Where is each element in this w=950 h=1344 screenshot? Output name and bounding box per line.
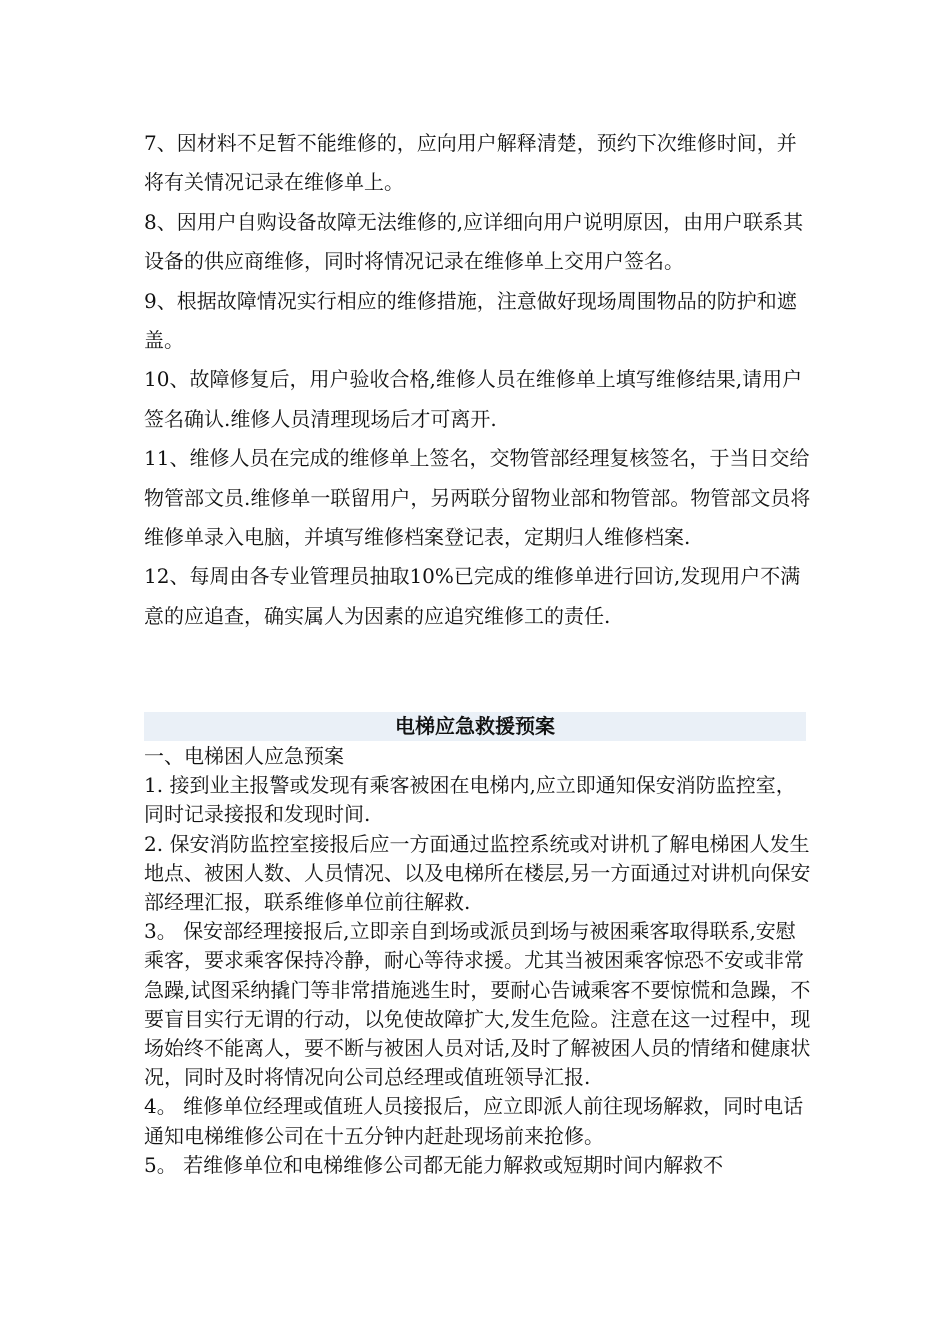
paragraph-item-10: 10、故障修复后，用户验收合格,维修人员在维修单上填写维修结果,请用户签名确认.维修人员清理现场后才可离开. bbox=[144, 367, 803, 431]
emergency-step-3: 3。 保安部经理接报后,立即亲自到场或派员到场与被困乘客取得联系,安慰乘客，要求乘客保持冷静，耐心等待求援。尤其当被困乘客惊恐不安或非常急躁,试图采纳撬门等非常措施逃生时，要耐心告诫乘客不要惊慌和急躁，不要盲目实行无谓的行动，以免使故障扩大,发生危险。注意在这一过程中，现场始终不能离人，要不断与被困人员对话,及时了解被困人员的情绪和健康状况，同时及时将情况向公司总经理或值班领导汇报. bbox=[144, 919, 811, 1090]
section-title: 电梯应急救援预案 bbox=[395, 714, 555, 738]
paragraph-item-9: 9、根据故障情况实行相应的维修措施，注意做好现场周围物品的防护和遮盖。 bbox=[144, 288, 797, 353]
elevator-emergency-section bbox=[144, 742, 812, 1180]
emergency-step-2: 2. 保安消防监控室接报后应一方面通过监控系统或对讲机了解电梯困人发生地点、被困人数、人员情况、以及电梯所在楼层,另一方面通过对讲机向保安部经理汇报，联系维修单位前往解救. bbox=[144, 831, 811, 915]
paragraph-item-7: 7、因材料不足暂不能维修的，应向用户解释清楚，预约下次维修时间，并将有关情况记录在维修单上。 bbox=[144, 131, 797, 195]
emergency-step-1: 1. 接到业主报警或发现有乘客被困在电梯内,应立即通知保安消防监控室，同时记录接报和发现时间. bbox=[144, 773, 796, 827]
paragraph-item-12: 12、每周由各专业管理员抽取10%已完成的维修单进行回访,发现用户不满意的应追查，确实属人为因素的应追究维修工的责任. bbox=[144, 564, 801, 628]
emergency-step-5: 5。 若维修单位和电梯维修公司都无能力解救或短期时间内解救不 bbox=[144, 1152, 724, 1177]
emergency-step-4: 4。 维修单位经理或值班人员接报后，应立即派人前往现场解救，同时电话通知电梯维修公司在十五分钟内赶赴现场前来抢修。 bbox=[144, 1094, 804, 1148]
paragraph-item-8: 8、因用户自购设备故障无法维修的,应详细向用户说明原因，由用户联系其设备的供应商维修，同时将情况记录在维修单上交用户签名。 bbox=[144, 209, 804, 274]
paragraph-item-11: 11、维修人员在完成的维修单上签名，交物管部经理复核签名，于当日交给物管部文员.维修单一联留用户，另两联分留物业部和物管部。物管部文员将维修单录入电脑，并填写维修档案登记表，定期归人维修档案. bbox=[144, 446, 811, 550]
maintenance-procedure-section bbox=[144, 124, 812, 636]
section-subtitle: 一、电梯困人应急预案 bbox=[144, 744, 344, 768]
